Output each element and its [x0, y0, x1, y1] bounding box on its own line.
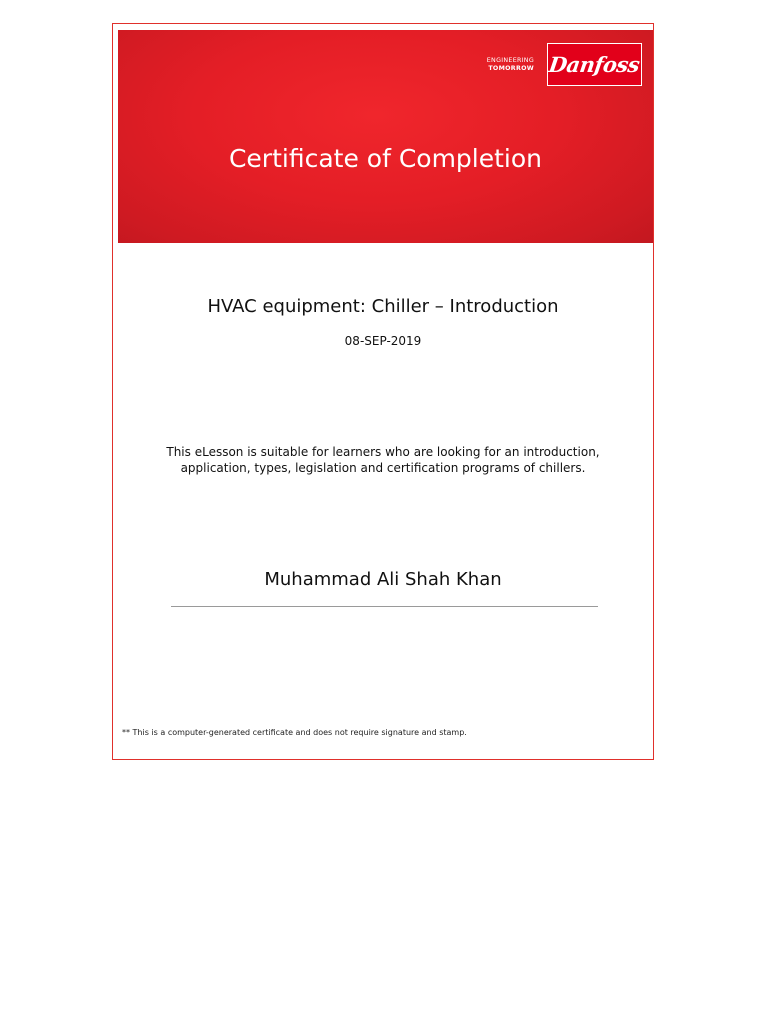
tagline-line-1: ENGINEERING	[486, 56, 534, 64]
course-title: HVAC equipment: Chiller – Introduction	[207, 296, 559, 317]
course-description: This eLesson is suitable for learners who are looking for an introduction, application, types, legislation and certification programs of chillers.	[166, 445, 600, 475]
brand-block	[487, 43, 642, 86]
certificate-title: Certificate of Completion	[228, 144, 543, 173]
logo-wordmark: Danfoss	[547, 52, 642, 77]
brand-tagline	[487, 57, 534, 73]
tagline-line-2: TOMORROW	[488, 64, 534, 72]
completion-date: 08-SEP-2019	[344, 334, 422, 348]
disclaimer-note: ** This is a computer-generated certificate and does not require signature and stamp.	[122, 728, 467, 737]
certificate-banner	[118, 30, 653, 243]
certificate-frame	[112, 23, 654, 760]
recipient-name: Muhammad Ali Shah Khan	[264, 569, 502, 590]
signature-line	[171, 606, 598, 607]
danfoss-logo	[547, 43, 642, 86]
